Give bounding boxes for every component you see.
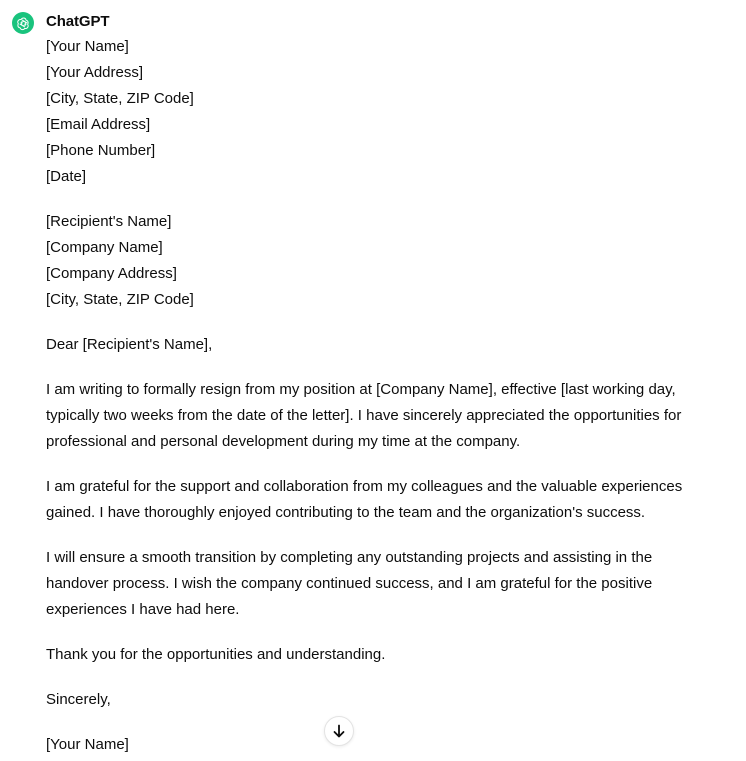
salutation-text: Dear [Recipient's Name],: [46, 336, 213, 353]
paragraph-line: I will ensure a smooth transition by completing any outstanding projects and assisting in the: [46, 549, 653, 566]
paragraph-gratitude: [46, 474, 726, 526]
closing-thanks-text: Thank you for the opportunities and understanding.: [46, 646, 386, 663]
recipient-city-state-zip: [City, State, ZIP Code]: [46, 291, 194, 308]
paragraph-line: gained. I have thoroughly enjoyed contributing to the team and the organization's success.: [46, 504, 646, 521]
message-body: [46, 34, 726, 758]
paragraph-line: experiences I have had here.: [46, 601, 240, 618]
sign-off: [46, 687, 726, 713]
paragraph-line: professional and personal development during my time at the company.: [46, 433, 521, 450]
recipient-company: [Company Name]: [46, 239, 163, 256]
sender-name: [Your Name]: [46, 38, 129, 55]
closing-thanks: [46, 642, 726, 668]
signature-text: [Your Name]: [46, 736, 129, 753]
sender-block: [46, 34, 726, 190]
recipient-name: [Recipient's Name]: [46, 213, 172, 230]
arrow-down-icon: [331, 723, 347, 739]
sender-phone: [Phone Number]: [46, 142, 156, 159]
sign-off-text: Sincerely,: [46, 691, 111, 708]
sender-city-state-zip: [City, State, ZIP Code]: [46, 90, 194, 107]
paragraph-transition: [46, 545, 726, 623]
sender-email: [Email Address]: [46, 116, 151, 133]
paragraph-resignation: [46, 377, 726, 455]
paragraph-line: typically two weeks from the date of the letter]. I have sincerely appreciated the opportunities for: [46, 407, 682, 424]
recipient-block: [46, 209, 726, 313]
paragraph-line: I am grateful for the support and collaboration from my colleagues and the valuable experiences: [46, 478, 683, 495]
sender-address: [Your Address]: [46, 64, 144, 81]
scroll-to-bottom-button[interactable]: [324, 716, 354, 746]
letter-date: [Date]: [46, 168, 87, 185]
recipient-company-address: [Company Address]: [46, 265, 177, 282]
paragraph-line: I am writing to formally resign from my position at [Company Name], effective [last working day,: [46, 381, 676, 398]
message-author: ChatGPT: [46, 13, 110, 30]
paragraph-line: handover process. I wish the company continued success, and I am grateful for the positive: [46, 575, 653, 592]
assistant-avatar: [12, 12, 34, 34]
openai-logo-icon: [16, 16, 31, 31]
signature: [46, 732, 726, 758]
salutation: [46, 332, 726, 358]
